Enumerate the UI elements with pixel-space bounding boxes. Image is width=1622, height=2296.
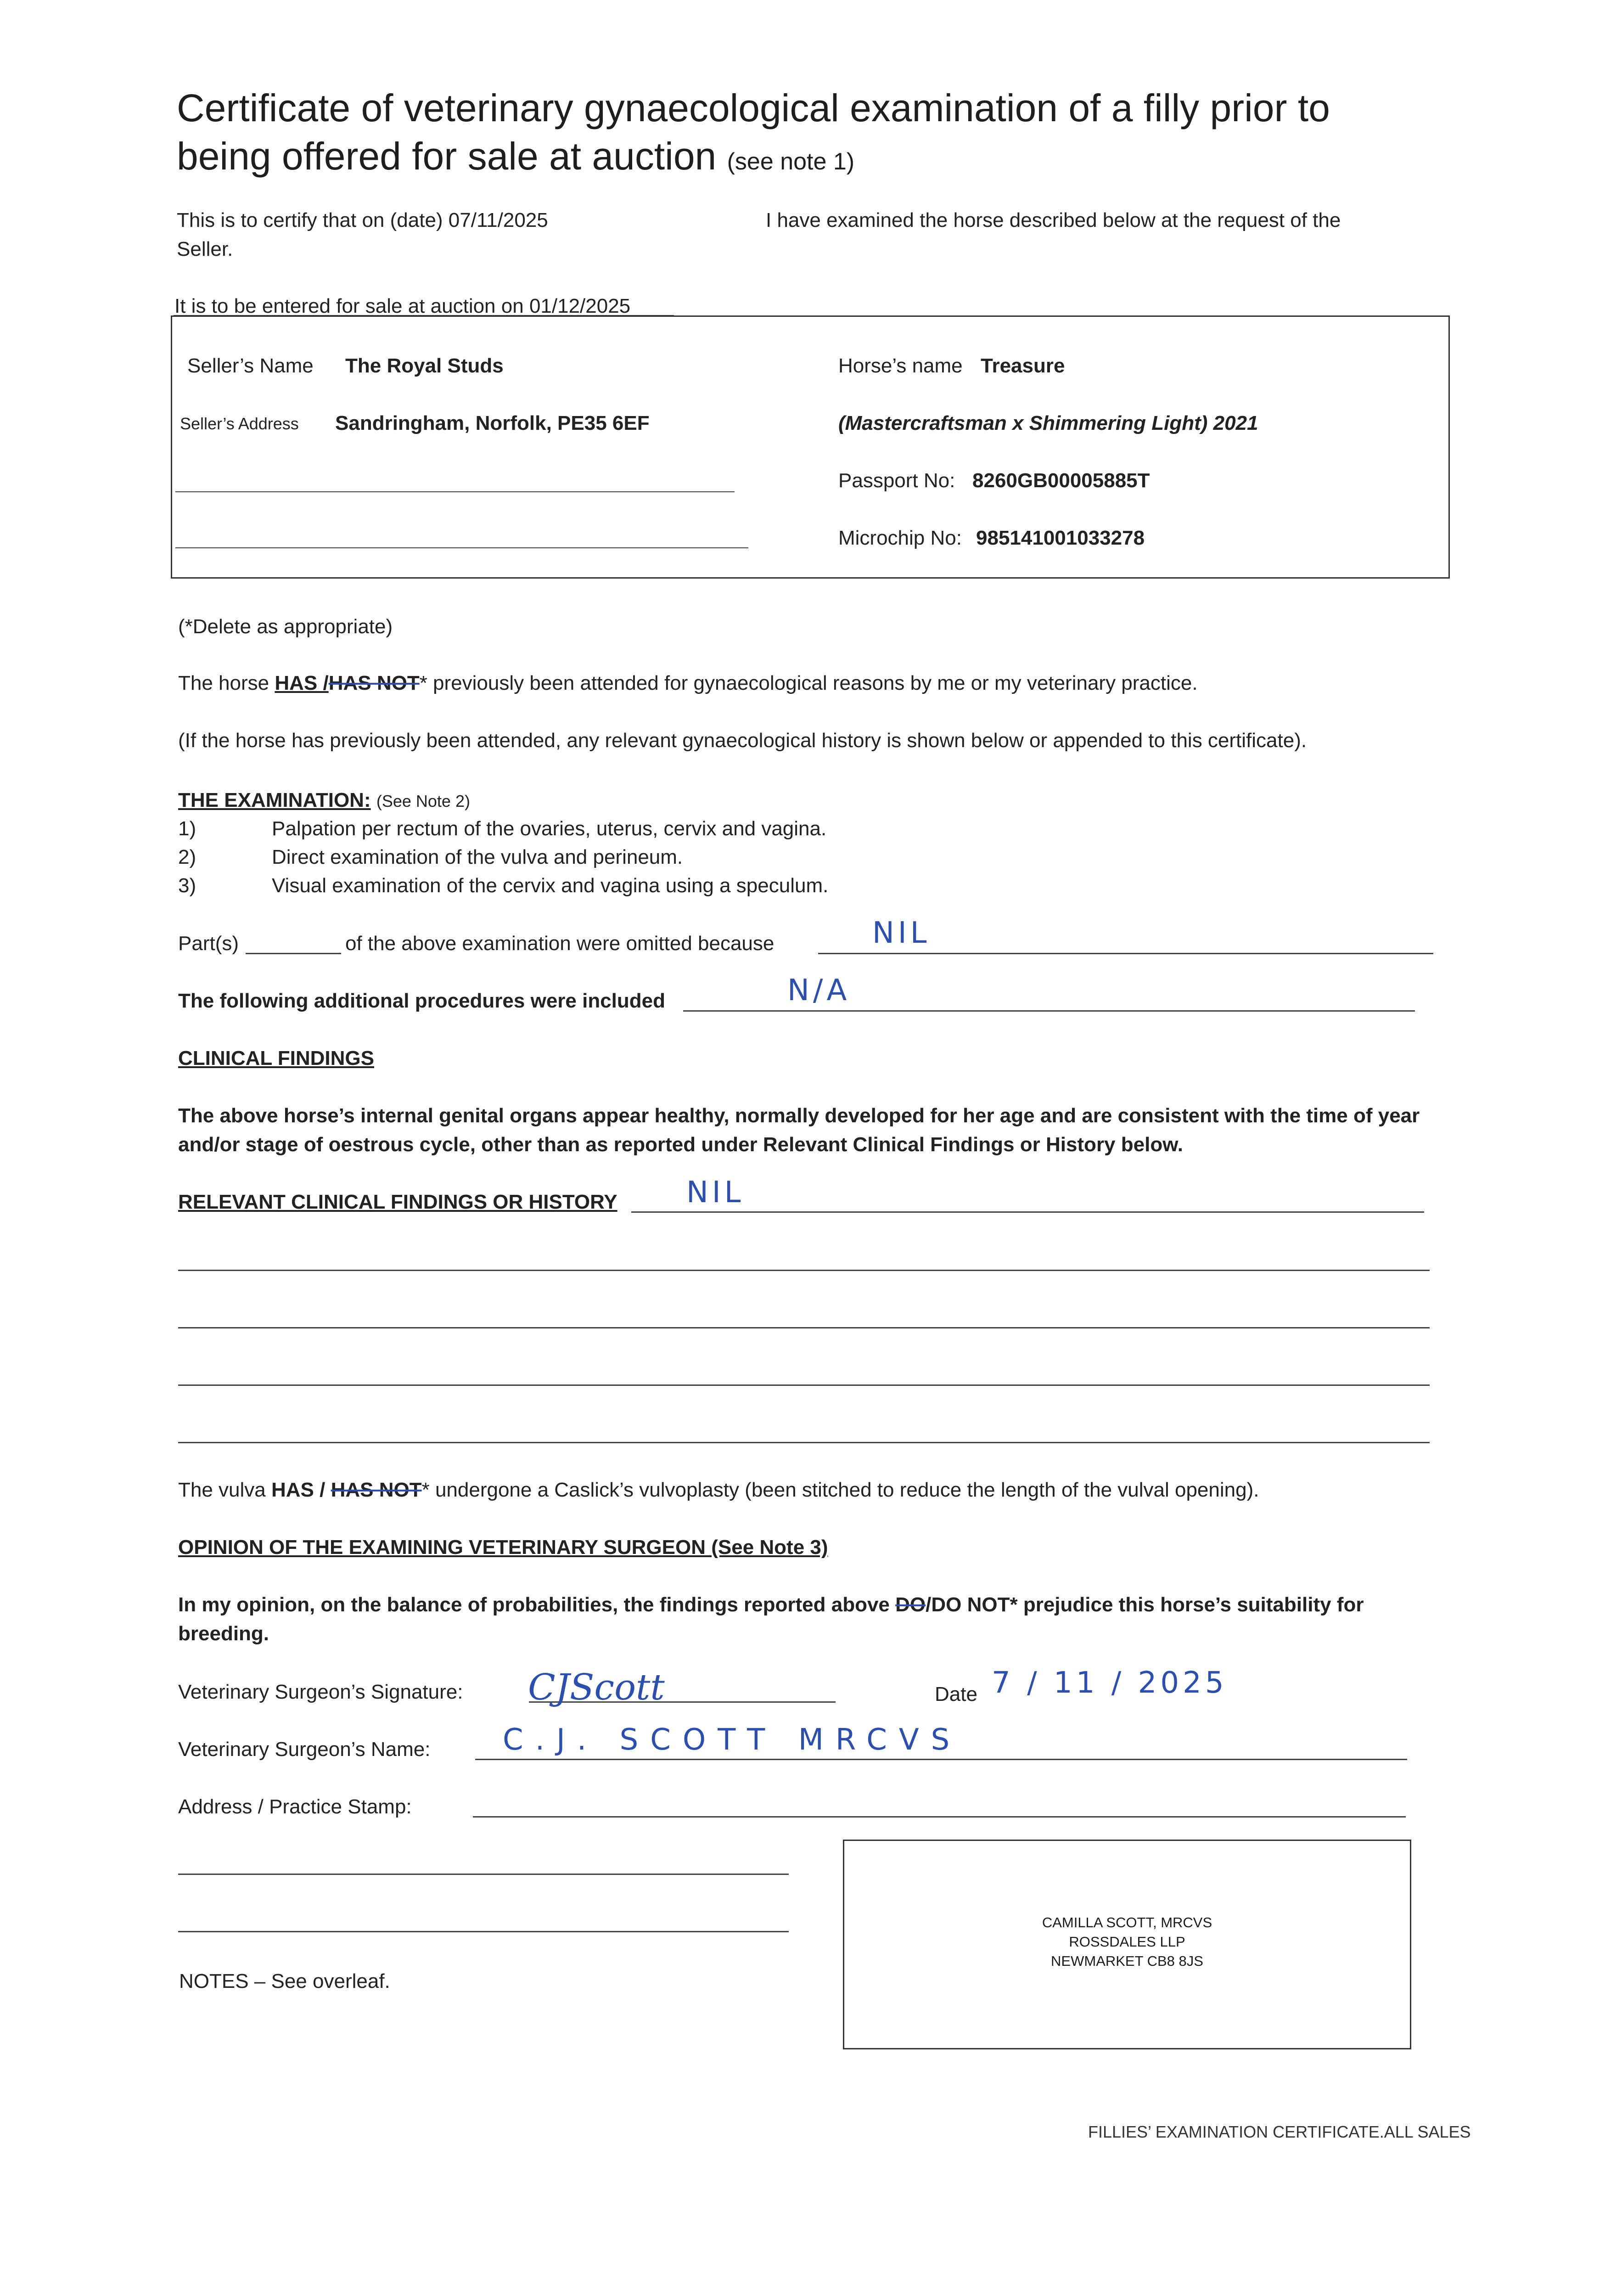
relevant-findings-line-4 xyxy=(178,1384,1430,1386)
relevant-findings-line-5 xyxy=(178,1442,1430,1443)
passport-label: Passport No: xyxy=(838,469,955,492)
title-text: being offered for sale at auction xyxy=(177,135,717,178)
date-label: Date xyxy=(935,1683,977,1705)
address-stamp-label: Address / Practice Stamp: xyxy=(178,1795,412,1818)
caslick-suffix: * undergone a Caslick’s vulvoplasty (been stitched to reduce the length of the vulval opening). xyxy=(421,1479,1259,1501)
title-line-2 xyxy=(177,133,854,185)
practice-line-1 xyxy=(178,1874,789,1875)
examination-heading-note: (See Note 2) xyxy=(376,792,470,810)
omitted-parts-line xyxy=(246,953,341,954)
exam-date: 07/11/2025 xyxy=(448,209,548,231)
certify-suffix: I have examined the horse described below at the request of the xyxy=(766,209,1341,231)
seller-address-label: Seller’s Address xyxy=(180,414,299,433)
auction-date: 01/12/2025 xyxy=(529,295,631,317)
attended-has: HAS / xyxy=(275,672,329,694)
certify-line xyxy=(177,209,548,232)
caslick-has-not: HAS NOT xyxy=(331,1479,422,1501)
attended-prefix: The horse xyxy=(178,672,269,694)
signature-label: Veterinary Surgeon’s Signature: xyxy=(178,1681,463,1703)
additional-handwritten: N/A xyxy=(787,974,851,1007)
vet-name-label: Veterinary Surgeon’s Name: xyxy=(178,1738,431,1761)
exam-item-num: 3) xyxy=(178,874,196,897)
attended-suffix: * previously been attended for gynaecological reasons by me or my veterinary practice. xyxy=(419,672,1198,694)
exam-item-text: Visual examination of the cervix and vagina using a speculum. xyxy=(272,874,829,897)
title-line-1: Certificate of veterinary gynaecological examination of a filly prior to xyxy=(177,86,1330,129)
date-handwritten: 7 / 11 / 2025 xyxy=(992,1666,1228,1700)
practice-stamp-box xyxy=(843,1840,1411,2049)
pedigree: (Mastercraftsman x Shimmering Light) 2021 xyxy=(838,412,1258,434)
microchip-label: Microchip No: xyxy=(838,527,962,549)
auction-prefix: It is to be entered for sale at auction on xyxy=(174,295,524,317)
opinion-do: DO xyxy=(895,1593,926,1616)
microchip-number: 985141001033278 xyxy=(976,527,1145,549)
caslick-prefix: The vulva xyxy=(178,1479,266,1501)
opinion-heading: OPINION OF THE EXAMINING VETERINARY SURGEON (See Note 3) xyxy=(178,1536,828,1559)
address-line xyxy=(473,1816,1406,1818)
form-identifier: FILLIES’ EXAMINATION CERTIFICATE.ALL SALES xyxy=(1088,2122,1471,2141)
exam-item-num: 2) xyxy=(178,846,196,868)
omitted-prefix: Part(s) xyxy=(178,932,239,955)
delete-note: (*Delete as appropriate) xyxy=(178,615,393,638)
examination-heading-text: THE EXAMINATION: xyxy=(178,789,371,811)
caslick-line xyxy=(178,1479,1259,1502)
certify-prefix: This is to certify that on (date) xyxy=(177,209,443,231)
horse-name-label: Horse’s name xyxy=(838,355,963,377)
notes-reference: NOTES – See overleaf. xyxy=(179,1970,390,1992)
omitted-reason-line xyxy=(818,953,1433,954)
additional-procedures-line xyxy=(683,1010,1415,1012)
opinion-suffix: /DO NOT* prejudice this horse’s suitability for xyxy=(926,1593,1364,1616)
address-line-2 xyxy=(175,547,748,548)
relevant-findings-line-2 xyxy=(178,1270,1430,1271)
exam-item-text: Palpation per rectum of the ovaries, uterus, cervix and vagina. xyxy=(272,817,827,840)
examination-heading xyxy=(178,789,470,812)
additional-procedures-label: The following additional procedures were included xyxy=(178,990,666,1012)
clinical-findings-heading: CLINICAL FINDINGS xyxy=(178,1047,374,1069)
seller-address: Sandringham, Norfolk, PE35 6EF xyxy=(335,412,650,434)
attended-has-not: HAS NOT xyxy=(328,672,420,694)
opinion-line-2: breeding. xyxy=(178,1622,269,1645)
address-line-1 xyxy=(175,491,735,492)
practice-line-2 xyxy=(178,1931,789,1932)
seller-name: The Royal Studs xyxy=(345,355,504,377)
attended-line xyxy=(178,672,1198,695)
relevant-findings-line-1 xyxy=(631,1211,1424,1213)
relevant-handwritten: NIL xyxy=(686,1176,745,1210)
seller-name-label: Seller’s Name xyxy=(187,355,314,377)
previous-history-note: (If the horse has previously been attended, any relevant gynaecological history is shown below or appended to this certificate). xyxy=(178,729,1307,752)
vet-name-line xyxy=(475,1759,1407,1760)
auction-line xyxy=(174,295,630,318)
caslick-has: HAS / xyxy=(271,1479,326,1501)
title-note: (see note 1) xyxy=(727,148,855,175)
opinion-prefix: In my opinion, on the balance of probabilities, the findings reported above xyxy=(178,1593,890,1616)
horse-name: Treasure xyxy=(981,355,1065,377)
relevant-findings-line-3 xyxy=(178,1327,1430,1328)
exam-item-text: Direct examination of the vulva and perineum. xyxy=(272,846,683,868)
omitted-mid: of the above examination were omitted because xyxy=(345,932,775,955)
clinical-statement-line-2: and/or stage of oestrous cycle, other than as reported under Relevant Clinical Findings or History below. xyxy=(178,1133,1184,1156)
practice-stamp-text: CAMILLA SCOTT, MRCVS ROSSDALES LLP NEWMARKET CB8 8JS xyxy=(1042,1914,1212,1969)
passport-number: 8260GB00005885T xyxy=(972,469,1150,492)
vet-name-handwritten: C.J. SCOTT MRCVS xyxy=(503,1723,962,1757)
signature-handwritten: CJScott xyxy=(528,1667,665,1708)
certify-suffix-2: Seller. xyxy=(177,238,233,260)
exam-item-num: 1) xyxy=(178,817,196,840)
opinion-line-1 xyxy=(178,1593,1364,1616)
relevant-findings-heading: RELEVANT CLINICAL FINDINGS OR HISTORY xyxy=(178,1191,617,1213)
omitted-handwritten: NIL xyxy=(872,916,931,950)
clinical-statement-line-1: The above horse’s internal genital organs appear healthy, normally developed for her age and are consistent with the time of year xyxy=(178,1104,1420,1127)
